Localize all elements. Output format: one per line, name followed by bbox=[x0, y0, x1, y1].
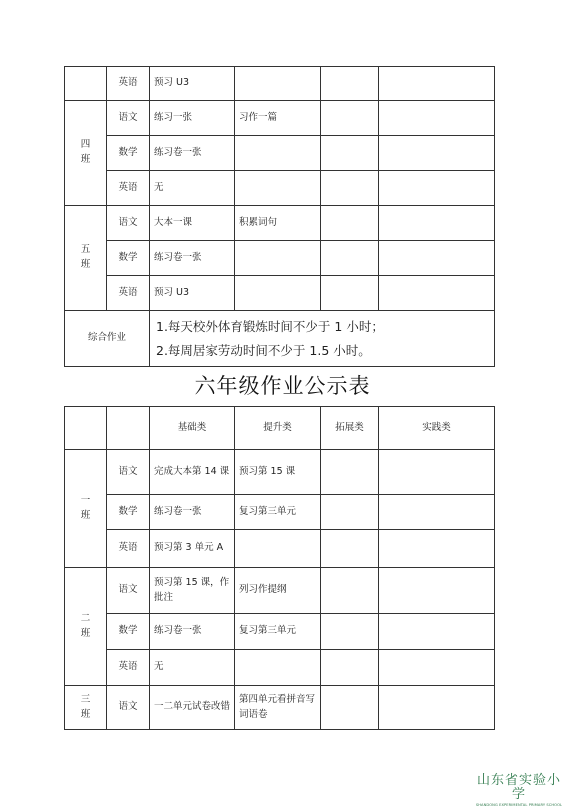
ext-cell: 复习第三单元 bbox=[235, 495, 321, 530]
subject-cell: 数学 bbox=[107, 136, 150, 171]
summary-row bbox=[65, 311, 495, 367]
summary-label: 综合作业 bbox=[65, 311, 150, 367]
table-row bbox=[65, 495, 495, 530]
subject-cell: 语文 bbox=[107, 101, 150, 136]
subject-cell: 语文 bbox=[107, 450, 150, 495]
table-row bbox=[65, 530, 495, 568]
table-row bbox=[65, 650, 495, 686]
basic-cell: 大本一课 bbox=[150, 206, 235, 241]
table-row bbox=[65, 171, 495, 206]
summary-content bbox=[150, 311, 495, 367]
table-row bbox=[65, 614, 495, 650]
ext-cell: 积累词句 bbox=[235, 206, 321, 241]
page-title: 六年级作业公示表 bbox=[194, 374, 371, 398]
summary-line: 1.每天校外体育锻炼时间不少于 1 小时； bbox=[156, 319, 384, 335]
basic-cell: 一二单元试卷改错 bbox=[150, 686, 235, 730]
ext-cell bbox=[235, 136, 321, 171]
header-row bbox=[65, 407, 495, 450]
ext-cell bbox=[235, 241, 321, 276]
subject-cell: 英语 bbox=[107, 67, 150, 101]
ext-cell bbox=[235, 650, 321, 686]
basic-cell: 无 bbox=[150, 171, 235, 206]
subject-cell: 英语 bbox=[107, 530, 150, 568]
basic-cell: 练习卷一张 bbox=[150, 614, 235, 650]
subject-cell: 英语 bbox=[107, 650, 150, 686]
table-row bbox=[65, 206, 495, 241]
table-row bbox=[65, 136, 495, 171]
class-label: 二 班 bbox=[65, 568, 107, 686]
homework-table-continued bbox=[64, 66, 495, 367]
ext-cell: 第四单元看拼音写词语卷 bbox=[235, 686, 321, 730]
ext-cell bbox=[235, 67, 321, 101]
school-logo bbox=[474, 774, 564, 808]
subject-cell: 语文 bbox=[107, 206, 150, 241]
basic-cell: 练习卷一张 bbox=[150, 495, 235, 530]
class-label: 一 班 bbox=[65, 450, 107, 568]
table-row bbox=[65, 450, 495, 495]
basic-cell: 预习第 3 单元 A bbox=[150, 530, 235, 568]
table-row bbox=[65, 101, 495, 136]
subject-cell: 数学 bbox=[107, 241, 150, 276]
subject-cell: 数学 bbox=[107, 614, 150, 650]
class-label: 三 班 bbox=[65, 686, 107, 730]
column-header: 实践类 bbox=[379, 407, 495, 450]
subject-cell: 语文 bbox=[107, 686, 150, 730]
summary-line: 2.每周居家劳动时间不少于 1.5 小时。 bbox=[156, 342, 371, 358]
practice-cell bbox=[379, 67, 495, 101]
column-header: 拓展类 bbox=[321, 407, 379, 450]
subject-cell: 语文 bbox=[107, 568, 150, 614]
basic-cell: 练习卷一张 bbox=[150, 241, 235, 276]
column-header: 基础类 bbox=[150, 407, 235, 450]
basic-cell: 预习 U3 bbox=[150, 67, 235, 101]
school-name: 山东省实验小学 bbox=[476, 773, 561, 802]
table-row bbox=[65, 67, 495, 101]
table-row bbox=[65, 686, 495, 730]
subject-cell: 数学 bbox=[107, 495, 150, 530]
table-row bbox=[65, 241, 495, 276]
subject-cell: 英语 bbox=[107, 276, 150, 311]
ext-cell: 复习第三单元 bbox=[235, 614, 321, 650]
ext-cell bbox=[235, 276, 321, 311]
expand-cell bbox=[321, 67, 379, 101]
ext-cell: 习作一篇 bbox=[235, 101, 321, 136]
basic-cell: 预习第 15 课，作批注 bbox=[150, 568, 235, 614]
basic-cell: 预习 U3 bbox=[150, 276, 235, 311]
ext-cell: 列习作提纲 bbox=[235, 568, 321, 614]
class-label: 五 班 bbox=[65, 206, 107, 311]
ext-cell: 预习第 15 课 bbox=[235, 450, 321, 495]
class-label: 四 班 bbox=[65, 101, 107, 206]
basic-cell: 无 bbox=[150, 650, 235, 686]
school-name-en: SHANDONG EXPERIMENTAL PRIMARY SCHOOL bbox=[475, 803, 563, 807]
grade6-homework-table bbox=[64, 406, 495, 730]
ext-cell bbox=[235, 530, 321, 568]
subject-cell: 英语 bbox=[107, 171, 150, 206]
basic-cell: 完成大本第 14 课 bbox=[150, 450, 235, 495]
basic-cell: 练习卷一张 bbox=[150, 136, 235, 171]
table-row bbox=[65, 568, 495, 614]
ext-cell bbox=[235, 171, 321, 206]
basic-cell: 练习一张 bbox=[150, 101, 235, 136]
column-header: 提升类 bbox=[235, 407, 321, 450]
table-row bbox=[65, 276, 495, 311]
